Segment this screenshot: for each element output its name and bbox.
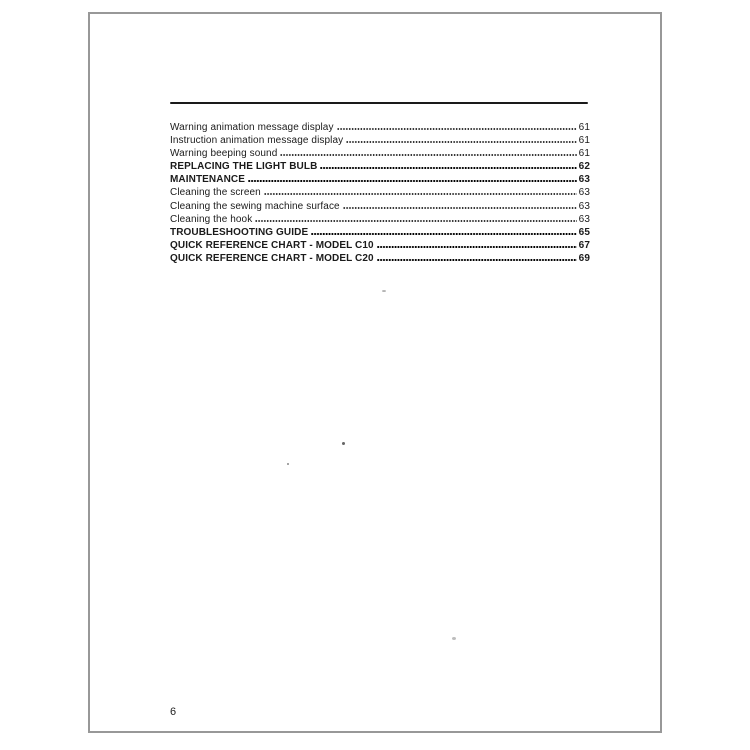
toc-entry-title: Cleaning the screen <box>170 187 261 199</box>
toc-dot-leader <box>280 154 576 156</box>
scan-speck <box>382 290 386 292</box>
toc-entry-page: 69 <box>578 252 590 264</box>
toc-row <box>170 186 590 199</box>
toc-dot-leader <box>255 220 576 222</box>
toc-list <box>170 121 590 265</box>
page-number: 6 <box>170 706 177 718</box>
toc-row <box>170 226 590 239</box>
toc-dot-leader <box>311 233 576 235</box>
toc-entry-title: REPLACING THE LIGHT BULB <box>170 161 318 173</box>
toc-entry-page: 61 <box>578 148 590 160</box>
toc-entry-title: QUICK REFERENCE CHART - MODEL C20 <box>170 252 374 264</box>
scan-speck <box>287 463 289 465</box>
toc-entry-title: Warning animation message display <box>170 122 334 133</box>
toc-row <box>170 213 590 226</box>
toc-entry-title: Cleaning the hook <box>170 213 253 225</box>
toc-dot-leader <box>346 141 576 143</box>
toc-dot-leader <box>264 193 577 195</box>
toc-row <box>170 121 590 134</box>
toc-dot-leader <box>320 167 576 169</box>
toc-row <box>170 252 590 265</box>
toc-entry-title: Cleaning the sewing machine surface <box>170 200 340 212</box>
toc-row <box>170 239 590 252</box>
toc-entry-title: MAINTENANCE <box>170 174 245 186</box>
toc-entry-title: Warning beeping sound <box>170 148 278 160</box>
toc-entry-title: Instruction animation message display <box>170 135 344 147</box>
toc-row <box>170 134 590 147</box>
toc-entry-page: 61 <box>578 122 590 133</box>
toc-row <box>170 160 590 173</box>
toc-dot-leader <box>337 128 577 130</box>
toc-dot-leader <box>343 207 577 209</box>
toc-entry-page: 65 <box>578 226 590 238</box>
toc-dot-leader <box>377 246 577 248</box>
toc-dot-leader <box>248 180 577 182</box>
toc-entry-page: 67 <box>578 239 590 251</box>
toc-row <box>170 173 590 186</box>
toc-entry-title: QUICK REFERENCE CHART - MODEL C10 <box>170 239 374 251</box>
toc-section-divider <box>170 102 588 104</box>
toc-entry-page: 63 <box>578 174 590 186</box>
toc-entry-page: 62 <box>578 161 590 173</box>
toc-row <box>170 147 590 160</box>
toc-row <box>170 200 590 213</box>
scan-speck <box>452 637 456 640</box>
page-border-frame <box>88 12 662 733</box>
toc-entry-page: 63 <box>578 200 590 212</box>
toc-entry-page: 63 <box>578 187 590 199</box>
toc-dot-leader <box>377 259 577 261</box>
scan-speck <box>342 442 345 445</box>
toc-entry-page: 61 <box>578 135 590 147</box>
toc-entry-title: TROUBLESHOOTING GUIDE <box>170 226 309 238</box>
toc-entry-page: 63 <box>578 213 590 225</box>
